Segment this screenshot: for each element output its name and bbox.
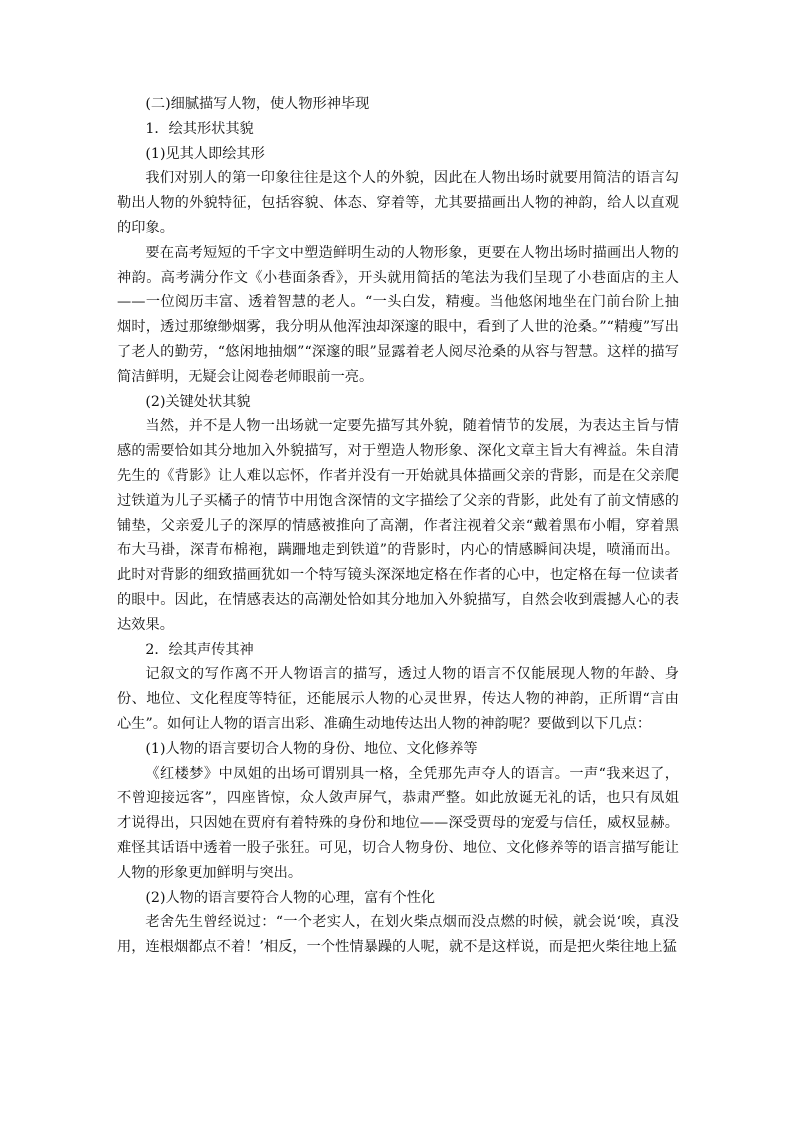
paragraph-4: 记叙文的写作离不开人物语言的描写，透过人物的语言不仅能展现人物的年龄、身份、地位、文化程度等特征，还能展示人物的心灵世界，传达人物的神韵，正所谓“言由心生”。如何让人物的语言出彩、准确生动地传达出人物的神韵呢？要做到以下几点： — [117, 666, 679, 732]
point-title-2-2: (2)人物的语言要符合人物的心理，富有个性化 — [145, 889, 436, 906]
section-title: (二)细腻描写人物，使人物形神毕现 — [145, 96, 370, 112]
paragraph-1: 我们对别人的第一印象往往是这个人的外貌，因此在人物出场时就要用简洁的语言勾勒出人物的外貌特征，包括容貌、体态、穿着等，尤其要描画出人物的神韵，给人以直观的印象。 — [117, 170, 679, 236]
paragraph-5: 《红楼梦》中凤姐的出场可谓别具一格，全凭那先声夺人的语言。一声“我来迟了，不曾迎接远客”，四座皆惊，众人敛声屏气，恭肃严整。如此放诞无礼的话，也只有凤姐才说得出，只因她在贾府有着特殊的身份和地位——深受贾母的宠爱与信任，威权显赫。难怪其话语中透着一股子张狂。可见，切合人物身份、地位、文化修养等的语言描写能让人物的形象更加鲜明与突出。 — [117, 765, 679, 881]
paragraph-2: 要在高考短短的千字文中塑造鲜明生动的人物形象，更要在人物出场时描画出人物的神韵。高考满分作文《小巷面条香》，开头就用简括的笔法为我们呈现了小巷面店的主人——一位阅历丰富、透着智慧的老人。“一头白发，精瘦。当他悠闲地坐在门前台阶上抽烟时，透过那缭缈烟雾，我分明从他浑浊却深邃的眼中，看到了人世的沧桑。”“精瘦”写出了老人的勤劳，“悠闲地抽烟”“深邃的眼”显露着老人阅尽沧桑的从容与智慧。这样的描写简洁鲜明，无疑会让阅卷老师眼前一亮。 — [117, 244, 679, 385]
point-title-1-1: (1)见其人即绘其形 — [145, 145, 265, 162]
subsection-title-2: 2．绘其声传其神 — [145, 641, 254, 658]
paragraph-3: 当然，并不是人物一出场就一定要先描写其外貌，随着情节的发展，为表达主旨与情感的需要恰如其分地加入外貌描写，对于塑造人物形象、深化文章主旨大有裨益。朱自清先生的《背影》让人难以忘怀，作者并没有一开始就具体描画父亲的背影，而是在父亲爬过铁道为儿子买橘子的情节中用饱含深情的文字描绘了父亲的背影，此处有了前文情感的铺垫，父亲爱儿子的深厚的情感被推向了高潮，作者注视着父亲“戴着黑布小帽，穿着黑布大马褂，深青布棉袍，蹒跚地走到铁道”的背影时，内心的情感瞬间决堤，喷涌而出。此时对背影的细致描画犹如一个特写镜头深深地定格在作者的心中，也定格在每一位读者的眼中。因此，在情感表达的高潮处恰如其分地加入外貌描写，自然会收到震撼人心的表达效果。 — [117, 418, 679, 633]
point-title-2-1: (1)人物的语言要切合人物的身份、地位、文化修养等 — [145, 740, 478, 757]
paragraph-6: 老舍先生曾经说过：“一个老实人，在划火柴点烟而没点燃的时候，就会说‘唉，真没用，连根烟都点不着！’相反，一个性情暴躁的人呢，就不是这样说，而是把火柴往地上猛 — [117, 914, 679, 956]
subsection-title-1: 1．绘其形状其貌 — [145, 120, 254, 137]
point-title-1-2: (2)关键处状其貌 — [145, 393, 251, 410]
document-page — [117, 92, 679, 960]
